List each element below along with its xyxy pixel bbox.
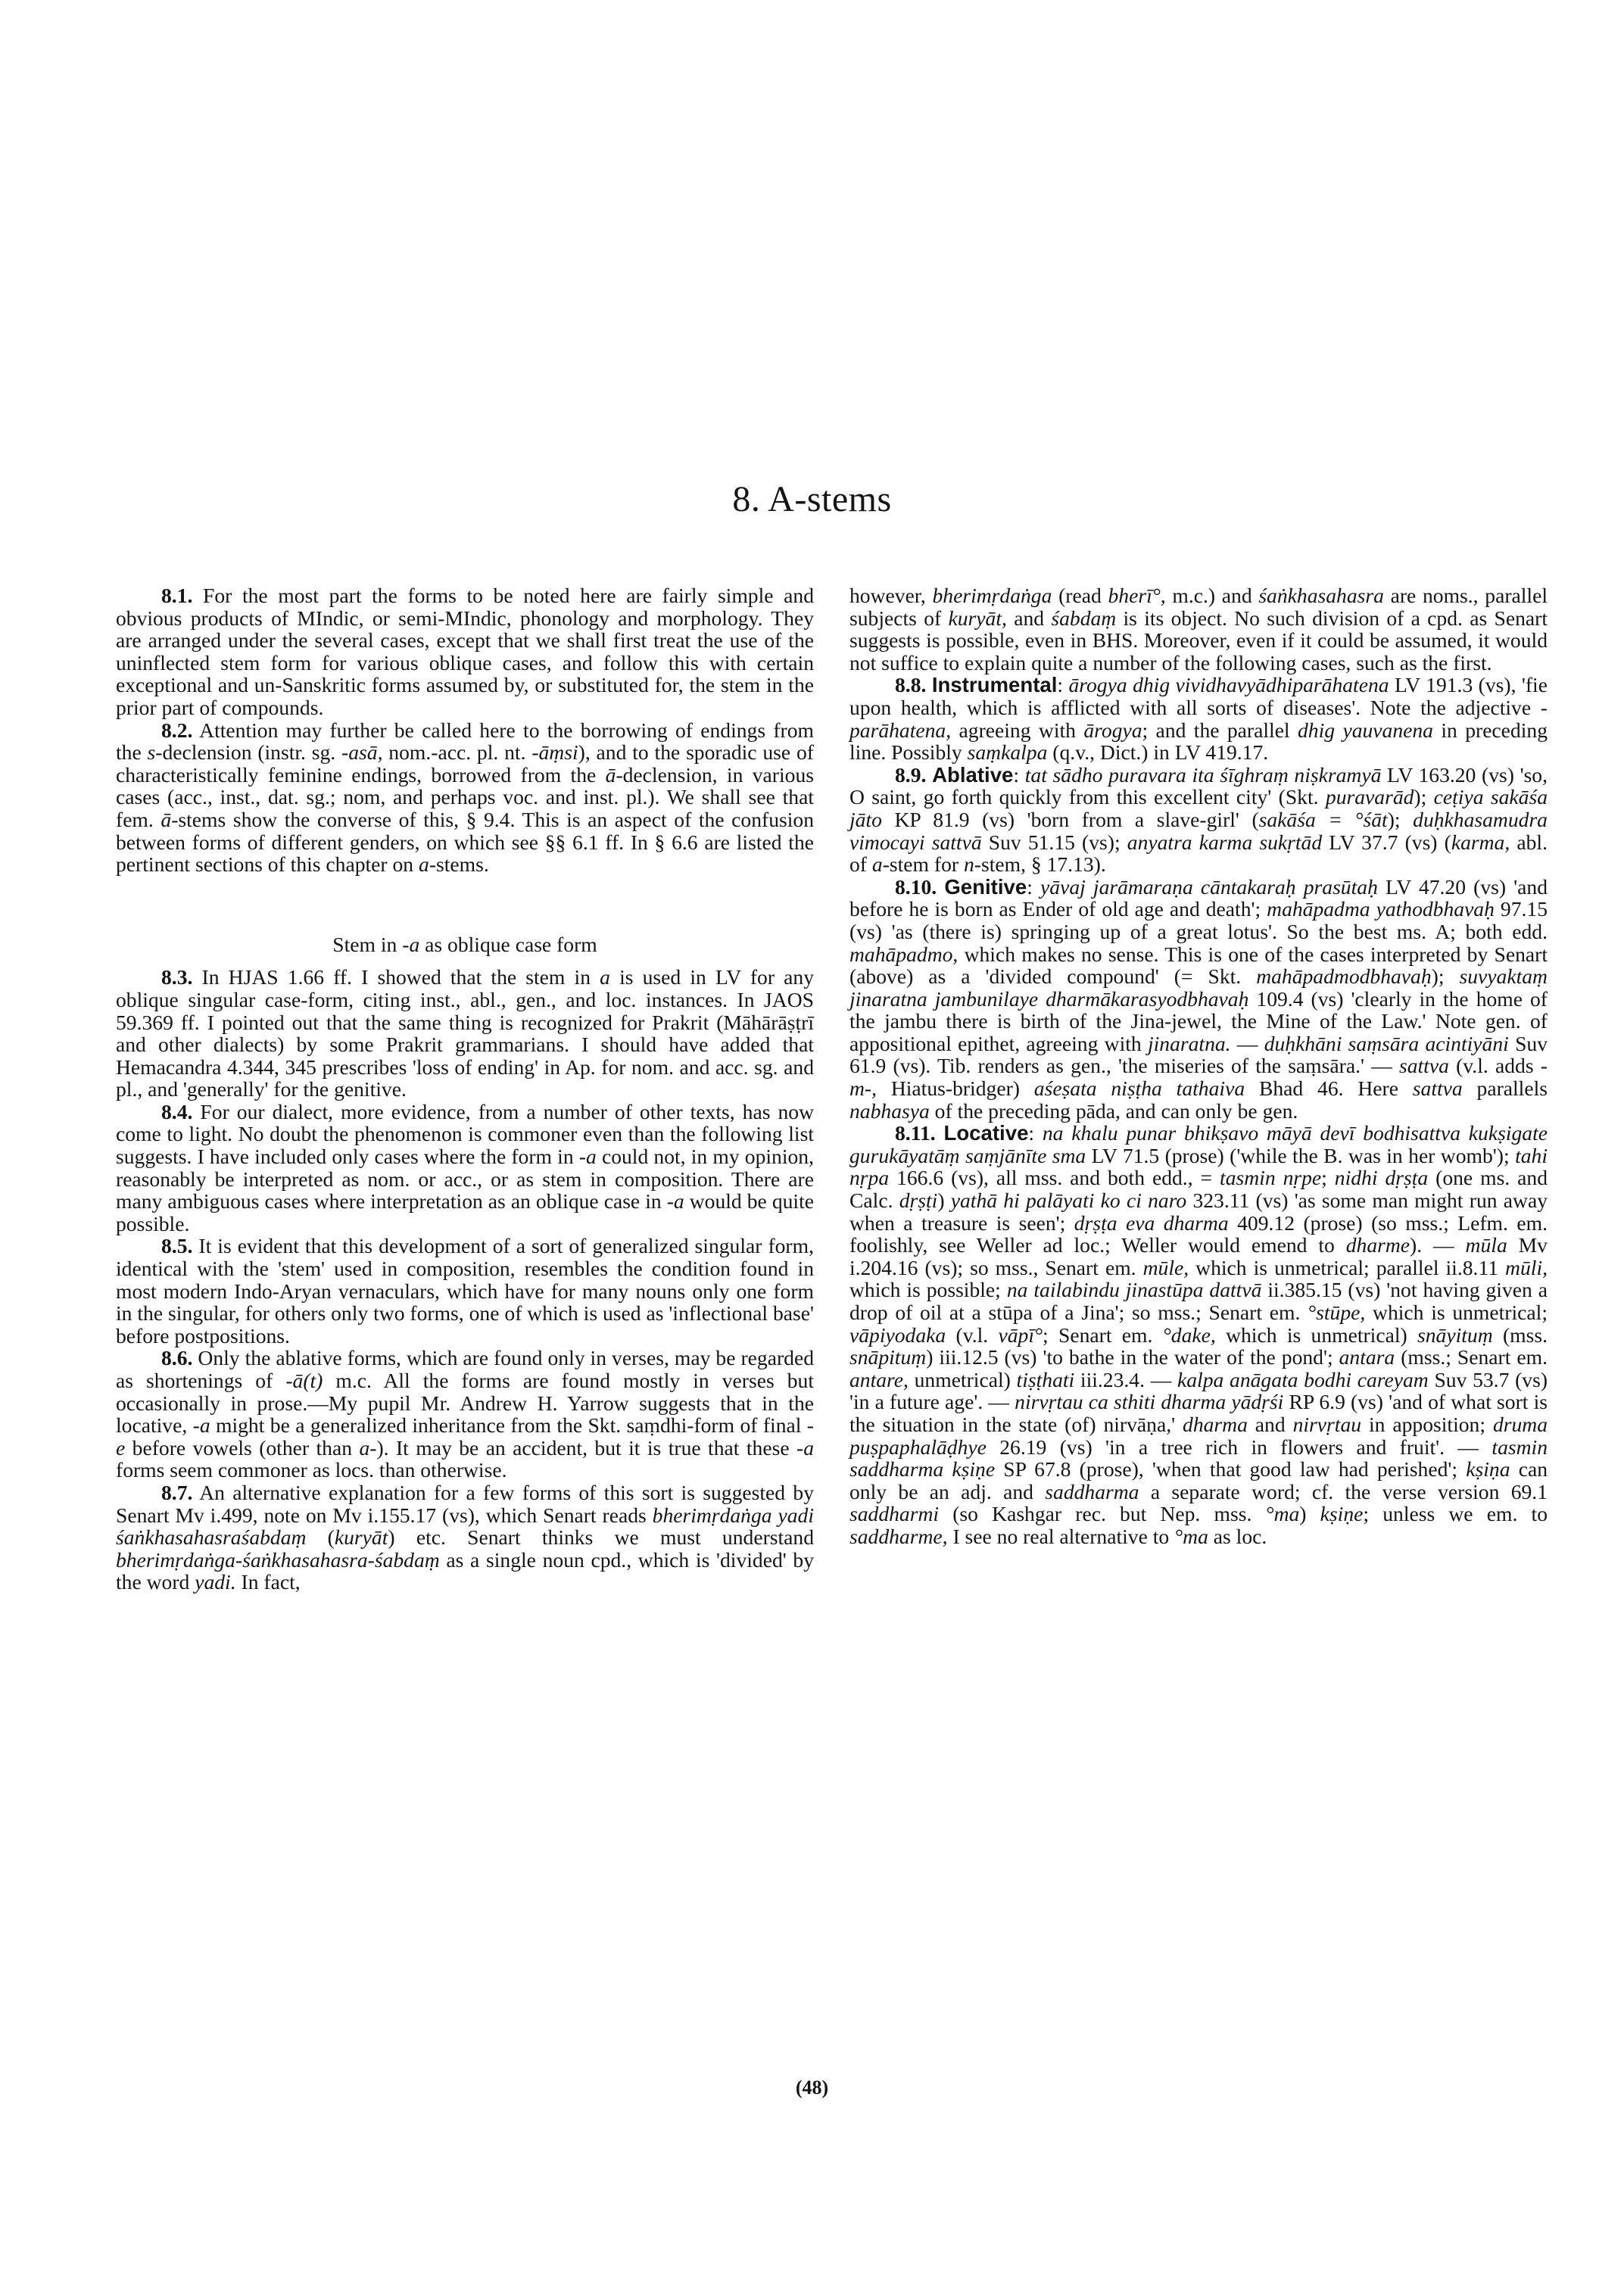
italic-text: puravarād	[1325, 785, 1414, 809]
italic-text: a	[359, 1435, 370, 1460]
italic-text: °ma	[1174, 1524, 1208, 1548]
italic-text: snāpituṃ	[849, 1345, 927, 1369]
text-run: I see no real alternative to	[947, 1524, 1175, 1548]
chapter-title: 8. A-stems	[732, 479, 892, 519]
italic-text: mūle,	[1142, 1255, 1189, 1279]
text-run: would be quite possible.	[116, 1189, 814, 1235]
text-run: In fact,	[235, 1570, 301, 1594]
italic-text: ārogya	[1083, 718, 1142, 742]
italic-text: mūli,	[1505, 1255, 1548, 1279]
italic-text: duḥkhāni saṃsāra acintiyāni	[1264, 1031, 1509, 1055]
italic-text: saddharme,	[849, 1524, 948, 1548]
text-run: Suv 61.9 (vs). Tib. renders as gen., 'the miseries of the saṃsāra.' —	[849, 1031, 1548, 1078]
text-run: );	[1387, 807, 1414, 831]
case-heading: Ablative	[932, 762, 1014, 787]
italic-text: tasmin nṛpe	[1220, 1166, 1322, 1190]
text-run: as oblique case form	[419, 932, 597, 956]
text-run: 97.15 (vs) 'as (there is) springing up of a great lotus'. So the best ms. A; both edd.	[849, 897, 1548, 943]
text-run: RP 6.9 (vs) 'and of what sort is the situation in the state (of) nirvāṇa,'	[849, 1390, 1548, 1436]
text-run: —	[1230, 1031, 1264, 1055]
text-run: (read	[1052, 584, 1108, 607]
text-run: -stem for	[882, 852, 964, 877]
paragraph-8-3	[116, 966, 814, 1101]
text-run: (so Kashgar rec. but Nep. mss.	[939, 1502, 1266, 1526]
italic-text: saddharma	[1045, 1479, 1139, 1503]
text-run: );	[1431, 964, 1460, 989]
italic-text: dharme	[1345, 1233, 1410, 1257]
italic-text: -a	[578, 1145, 597, 1169]
italic-text: antare,	[849, 1367, 909, 1391]
text-run: In HJAS 1.66 ff. I showed that the stem in	[201, 965, 600, 989]
text-run: (q.v., Dict.) in LV 419.17.	[1047, 740, 1269, 765]
text-run: however,	[849, 584, 933, 607]
text-run: 109.4 (vs) 'clearly in the home of the jambu there is birth of the Jina-jewel, the Mine of the Law.' Note gen. of appositional epithet, agreeing with	[849, 986, 1548, 1055]
text-run: (v.l.	[946, 1323, 999, 1347]
text-run: (mss.; Senart em.	[1395, 1345, 1548, 1369]
paragraph-8-10	[849, 876, 1548, 1123]
italic-text: a	[419, 852, 429, 877]
text-run: which is possible;	[849, 1278, 1007, 1302]
text-run: is its object. No such division of a cpd. as Senart suggests is possible, even in BHS. Moreover, even if it could be assumed, it would not suffice to explain quite a number of the following cases, such as the first.	[849, 606, 1548, 675]
italic-text: vāpī°	[998, 1323, 1043, 1347]
text-run: ) etc. Senart thinks we must understand	[388, 1525, 815, 1550]
section-number: 8.2.	[161, 718, 193, 742]
italic-text: śabdaṃ	[1051, 606, 1117, 630]
italic-text: °ma	[1265, 1502, 1300, 1526]
italic-text: dharma	[1183, 1412, 1248, 1436]
text-run: )	[1299, 1502, 1320, 1526]
text-run: are noms., parallel subjects of	[849, 584, 1548, 630]
italic-text: a	[871, 852, 883, 877]
text-run: );	[1414, 785, 1434, 809]
text-run: 409.12 (prose) (so mss.; Lefm. em. foolishly, see Weller ad loc.; Weller would emend to	[849, 1210, 1548, 1257]
text-run: in preceding line. Possibly	[849, 718, 1548, 765]
text-run: Hiatus-bridger)	[877, 1076, 1034, 1101]
text-run: -stem, § 17.13).	[974, 852, 1106, 877]
text-run: which is unmetrical;	[1365, 1301, 1548, 1324]
text-run: and	[1247, 1412, 1293, 1436]
italic-text: snāyituṃ	[1417, 1323, 1493, 1347]
italic-text: yadi.	[195, 1570, 236, 1594]
italic-text: duḥkhasamudra vimocayi sattvā	[849, 807, 1548, 854]
text-run: 323.11 (vs) 'as some man might run away when a treasure is seen';	[849, 1189, 1548, 1235]
section-number: 8.9.	[895, 762, 927, 787]
text-run: ), and to the sporadic use of characteristically feminine endings, borrowed from the	[116, 740, 814, 787]
text-run: LV 191.3 (vs), 'fie upon health, which is afflicted with all sorts of diseases'. Note the adjective	[849, 673, 1548, 719]
text-run: is used in LV for any oblique singular case-form, citing inst., abl., gen., and loc. instances. In JAOS 59.369 ff. I pointed out that the same thing is recognized for Prakrit (Māhārāṣṭrī and other dialects) by some Prakrit grammarians. I should have added that Hemacandra 4.344, 345 prescribes 'loss of ending' in Ap. for nom. and acc. sg. and pl., and 'generally' for the genitive.	[116, 965, 815, 1101]
paragraph-8-6	[116, 1347, 814, 1481]
italic-text: aśeṣata niṣṭha tathaiva	[1033, 1076, 1245, 1101]
section-number: 8.6.	[161, 1346, 193, 1370]
italic-text: sakāśa = °śāt	[1258, 807, 1388, 831]
italic-text: yāvaj jarāmaraṇa cāntakaraḥ prasūtaḥ	[1040, 874, 1378, 899]
paragraph-8-11	[849, 1122, 1548, 1547]
page-number: (48)	[795, 2076, 829, 2098]
text-run: ). —	[1410, 1233, 1466, 1257]
paragraph-8-2	[116, 719, 814, 876]
italic-text: bherī°,	[1108, 584, 1166, 607]
italic-text: jinaratna.	[1147, 1031, 1231, 1055]
paragraph-8-8	[849, 674, 1548, 763]
text-run: Attention may further be called here to the borrowing of endings from the	[116, 718, 814, 765]
text-run: ; unless we em. to	[1363, 1502, 1548, 1526]
section-subheading	[116, 933, 814, 956]
text-run: ii.385.15 (vs) 'not having given a drop of oil at a stūpa of a Jina'; so mss.; Senart em.	[849, 1278, 1548, 1324]
text-run: Suv 53.7 (vs) 'in a future age'. —	[849, 1367, 1548, 1414]
text-run: (	[306, 1525, 335, 1550]
italic-text: nidhi dṛṣṭa	[1334, 1166, 1429, 1190]
paragraph-8-9	[849, 764, 1548, 876]
text-run: -declension, in various cases (acc., inst., dat. sg.; nom, and perhaps voc. and inst. pl.). We shall see that fem.	[116, 762, 814, 831]
italic-text: -a	[192, 1413, 210, 1438]
text-run: unmetrical)	[908, 1367, 1017, 1391]
italic-text: mūla	[1465, 1233, 1507, 1257]
text-run: which is unmetrical)	[1215, 1323, 1418, 1347]
text-run: :	[1013, 762, 1025, 787]
italic-text: dṛṣṭa eva dharma	[1074, 1210, 1229, 1235]
italic-text: karma,	[1451, 830, 1510, 854]
italic-text: nirvṛtau	[1292, 1412, 1362, 1436]
italic-text: tiṣṭhati	[1016, 1367, 1075, 1391]
case-heading: Genitive	[944, 874, 1027, 899]
text-run: and	[1006, 606, 1052, 630]
text-run: An alternative explanation for a few forms of this sort is suggested by Senart Mv i.499, note on Mv i.155.17 (vs), which Senart reads	[116, 1480, 814, 1527]
right-column	[849, 584, 1548, 1548]
italic-text: °stūpe,	[1308, 1301, 1366, 1324]
paragraph-8-1	[116, 584, 814, 719]
italic-text: śaṅkhasahasra	[1258, 584, 1384, 607]
text-run: -declension (instr. sg.	[155, 740, 342, 765]
text-run: Suv 51.15 (vs);	[981, 830, 1127, 854]
italic-text: tasmin saddharma kṣiṇe	[849, 1435, 1548, 1481]
text-run: forms seem commoner as locs. than otherwise.	[116, 1458, 507, 1482]
italic-text: nabhasya	[849, 1098, 930, 1123]
italic-text: bherimṛdaṅga	[932, 584, 1052, 607]
text-run: (mss.	[1492, 1323, 1548, 1347]
text-run: LV 47.20 (vs) 'and before he is born as Ender of old age and death';	[849, 874, 1548, 921]
italic-text: a	[600, 965, 610, 989]
text-run: SP 67.8 (prose), 'when that good law had perished';	[995, 1457, 1467, 1481]
italic-text: na khalu punar bhikṣavo māyā devī bodhisattva kukṣigate gurukāyatāṃ saṃjānīte sma	[849, 1121, 1548, 1167]
italic-text: kalpa anāgata bodhi careyam	[1177, 1367, 1429, 1391]
text-run: as loc.	[1208, 1524, 1267, 1548]
text-run: parallels	[1462, 1076, 1548, 1101]
text-run: nom.-acc. pl. nt.	[382, 740, 532, 765]
italic-text: saddharmi	[849, 1502, 940, 1526]
italic-text: vāpiyodaka	[849, 1323, 946, 1347]
text-run: :	[1057, 673, 1069, 697]
italic-text: ārogya dhig vividhavyādhiparāhatena	[1068, 673, 1389, 697]
section-number: 8.11.	[895, 1121, 936, 1145]
section-number: 8.10.	[895, 874, 937, 899]
section-number: 8.5.	[161, 1234, 193, 1258]
italic-text: dṛṣṭi	[899, 1189, 938, 1213]
text-run: can only be an adj. and	[849, 1457, 1548, 1503]
text-run: could not, in my opinion, reasonably be interpreted as nom. or acc., or as stem in composition. There are many ambiguous cases where interpretation as an oblique case in	[116, 1145, 814, 1213]
text-run: For our dialect, more evidence, from a number of other texts, has now come to light. No doubt the phenomenon is commoner even than the following list suggests. I have included only cases where the form in	[116, 1099, 815, 1169]
text-run: ; and the parallel	[1142, 718, 1298, 742]
italic-text: yathā hi palāyati ko ci naro	[950, 1189, 1187, 1213]
text-run: Stem in	[332, 932, 403, 956]
text-run: Only the ablative forms, which are found only in verses, may be regarded as shortenings of	[116, 1346, 814, 1392]
text-run: iii.23.4. —	[1074, 1367, 1178, 1391]
italic-text: -asā,	[341, 740, 383, 765]
italic-text: ā	[161, 807, 172, 831]
text-run: ; Senart em.	[1043, 1323, 1163, 1347]
text-run: KP 81.9 (vs) 'born from a slave-girl' (	[881, 807, 1259, 831]
italic-text: suvyaktaṃ jinaratna jambunilaye dharmākarasyodbhavaḥ	[849, 964, 1548, 1011]
text-run: )	[937, 1189, 951, 1213]
italic-text: mahāpadmo,	[849, 942, 959, 966]
text-run: (one ms. and Calc.	[849, 1166, 1548, 1213]
text-run: -stems.	[429, 852, 489, 877]
italic-text: °dake,	[1162, 1323, 1216, 1347]
paragraph-8-7	[116, 1481, 814, 1594]
text-run: Mv i.204.16 (vs); so mss., Senart em.	[849, 1233, 1548, 1279]
italic-text: -āṃsi	[531, 740, 578, 765]
text-run: LV 37.7 (vs) (	[1322, 830, 1451, 854]
italic-text: dhig yauvanena	[1298, 718, 1433, 742]
italic-text: kuryāt,	[948, 606, 1007, 630]
left-column	[116, 584, 814, 1594]
text-run: in apposition;	[1361, 1412, 1493, 1436]
text-run: 166.6 (vs), all mss. and both edd., =	[889, 1166, 1220, 1190]
italic-text: -ā(t)	[285, 1369, 323, 1392]
italic-text: mahāpadmodbhavaḥ	[1256, 964, 1432, 989]
text-run: as a single noun cpd., which is 'divided' by the word	[116, 1547, 814, 1594]
section-number: 8.8.	[895, 673, 927, 697]
italic-text: sattva	[1412, 1076, 1463, 1101]
text-run: -). It may be an accident, but it is true that these	[369, 1435, 797, 1460]
italic-text: kṣiṇa	[1466, 1457, 1510, 1481]
text-run: which is unmetrical; parallel ii.8.11	[1189, 1255, 1506, 1279]
italic-text: mahāpadma yathodbhavaḥ	[1267, 897, 1495, 921]
text-run: :	[1027, 874, 1041, 899]
text-run: LV 163.20 (vs) 'so, O saint, go forth quickly from this excellent city' (Skt.	[849, 762, 1548, 809]
italic-text: n	[963, 852, 974, 877]
italic-text: -parāhatena,	[849, 695, 1548, 742]
text-run: -stems show the converse of this, § 9.4. This is an aspect of the confusion between forms of different genders, on which see §§ 6.1 ff. In § 6.6 are listed the pertinent sections of this chapter on	[116, 807, 814, 877]
text-run: Bhad 46. Here	[1245, 1076, 1413, 1101]
italic-text: tat sādho puravara ita śīghraṃ niṣkramyā	[1024, 762, 1382, 787]
italic-text: saṃkalpa	[967, 740, 1048, 765]
text-run: abl. of	[849, 830, 1548, 877]
text-run: It is evident that this development of a sort of generalized singular form, identical with the 'stem' used in composition, resembles the condition found in most modern Indo-Aryan vernaculars, which have for many nouns only one form in the singular, for others only two forms, one of which is used as 'inflectional base' before postpositions.	[116, 1234, 814, 1347]
section-number: 8.7.	[161, 1480, 193, 1504]
text-run: before vowels (other than	[125, 1435, 360, 1460]
case-heading: Instrumental	[931, 673, 1058, 697]
italic-text: druma puṣpaphalāḍhye	[849, 1412, 1548, 1459]
text-run: might be a generalized inheritance from the Skt. saṃdhi-form of final	[210, 1413, 807, 1438]
text-run: :	[1028, 1121, 1043, 1145]
text-run: ) iii.12.5 (vs) 'to bathe in the water of the pond';	[926, 1345, 1339, 1369]
italic-text: -e	[116, 1413, 814, 1460]
paragraph-8-5	[116, 1235, 814, 1347]
text-run: a separate word; cf. the verse version 69.1	[1139, 1479, 1548, 1503]
italic-text: na tailabindu jinastūpa dattvā	[1006, 1278, 1262, 1302]
text-run: m.c. All the forms are found mostly in verses but occasionally in prose.—My pupil Mr. Andrew H. Yarrow suggests that in the locative,	[116, 1369, 815, 1438]
italic-text: -a	[796, 1435, 815, 1460]
text-run: 26.19 (vs) 'in a tree rich in flowers and fruit'. —	[986, 1435, 1492, 1459]
text-run: ;	[1321, 1166, 1335, 1190]
italic-text: anyatra karma sukṛtād	[1127, 830, 1323, 854]
text-run: LV 71.5 (prose) ('while the B. was in her womb');	[1086, 1143, 1516, 1167]
italic-text: kuryāt	[334, 1525, 388, 1550]
section-number: 8.4.	[161, 1099, 193, 1123]
text-run: For the most part the forms to be noted here are fairly simple and obvious products of MIndic, or semi-MIndic, phonology and morphology. They are arranged under the several cases, except that we shall first treat the use of the uninflected stem form for various oblique cases, and follow this with certain exceptional and un-Sanskritic forms assumed by, or substituted for, the stem in the prior part of compounds.	[116, 584, 814, 719]
case-heading: Locative	[943, 1121, 1029, 1145]
section-number: 8.3.	[161, 965, 193, 989]
italic-text: nirvṛtau ca sthiti dharma yādṛśi	[1015, 1390, 1284, 1414]
italic-text: antara	[1339, 1345, 1395, 1369]
italic-text: kṣiṇe	[1320, 1502, 1364, 1526]
text-run: m.c.) and	[1165, 584, 1259, 607]
italic-text: -m-,	[849, 1054, 1548, 1101]
italic-text: ā	[605, 762, 616, 787]
text-run: agreeing with	[951, 718, 1084, 742]
italic-text: -a	[402, 932, 420, 956]
italic-text: sattva	[1398, 1054, 1449, 1078]
italic-text: tahi nṛpa	[849, 1143, 1548, 1190]
text-run: (v.l. adds	[1448, 1054, 1541, 1078]
text-run: of the preceding pāda, and can only be gen.	[929, 1098, 1298, 1123]
section-number: 8.1.	[161, 584, 193, 607]
italic-text: bherimṛdaṅga-śaṅkhasahasra-śabdaṃ	[116, 1547, 440, 1572]
paragraph-8-4	[116, 1101, 814, 1235]
italic-text: bherimṛdaṅga yadi śaṅkhasahasraśabdaṃ	[116, 1503, 814, 1550]
italic-text: s	[147, 740, 156, 765]
italic-text: ceṭiya sakāśa jāto	[849, 785, 1548, 831]
text-run: which makes no sense. This is one of the cases interpreted by Senart (above) as a 'divided compound' (= Skt.	[849, 942, 1548, 989]
paragraph-8-7-continued	[849, 584, 1548, 674]
italic-text: -a	[666, 1189, 684, 1213]
